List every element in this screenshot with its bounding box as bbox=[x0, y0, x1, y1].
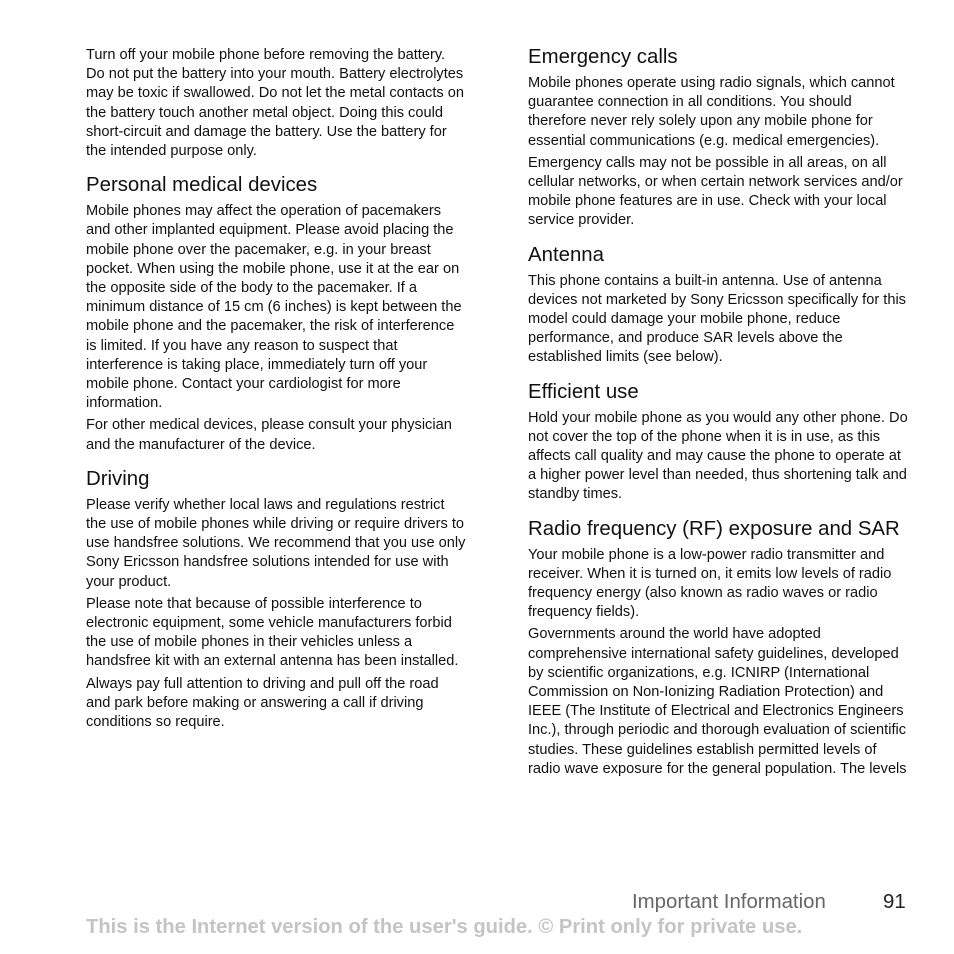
rf-paragraph-2: Governments around the world have adopted comprehensive international safety guidelines, developed by scientific organizations, e.g. ICNIRP (International Commission on Non-Ionizing Radiation Protection) and IEEE (The Institute of Electrical and Electronics Engineers Inc.), through periodic and thorough evaluation of scientific studies. These guidelines establish permitted levels of radio wave exposure for the general population. The levels bbox=[528, 626, 907, 777]
efficient-paragraph-1: Hold your mobile phone as you would any other phone. Do not cover the top of the phone when it is in use, as this affects call quality and may cause the phone to operate at a higher power level than needed, thus shortening talk and standby times. bbox=[528, 409, 908, 503]
driving-paragraph-3: Always pay full attention to driving and pull off the road and park before making or answering a call if driving conditions so require. bbox=[86, 675, 439, 731]
medical-paragraph-1: Mobile phones may affect the operation of pacemakers and other implanted equipment. Please avoid placing the mobile phone over the pacemaker, e.g. in your breast pocket. When using the mobile phone, use it at the ear on the opposite side of the body to the pacemaker. If a minimum distance of 15 cm (6 inches) is kept between the mobile phone and the pacemaker, the risk of interference is limited. If you have any reason to suspect that interference is taking place, immediately turn off your mobile phone. Contact your cardiologist for more information. bbox=[86, 203, 462, 412]
antenna-paragraph-1: This phone contains a built-in antenna. Use of antenna devices not marketed by Sony Ericsson specifically for this model could damage your mobile phone, reduce performance, and produce SAR levels above the established limits (see below). bbox=[528, 272, 906, 366]
emergency-paragraph-1: Mobile phones operate using radio signals, which cannot guarantee connection in all conditions. You should therefore never rely solely upon any mobile phone for essential communications (e.g. medical emergencies). bbox=[528, 75, 895, 149]
page-number: 91 bbox=[883, 891, 906, 913]
internet-version-watermark: This is the Internet version of the user's guide. © Print only for private use. bbox=[86, 916, 803, 938]
left-column bbox=[86, 46, 466, 735]
battery-paragraph: Turn off your mobile phone before removing the battery. Do not put the battery into your mouth. Battery electrolytes may be toxic if swallowed. Do not let the metal contacts on the battery touch another metal object. Doing this could short-circuit and damage the battery. Use the battery for the intended purpose only. bbox=[86, 47, 464, 160]
heading-rf-exposure: Radio frequency (RF) exposure and SAR bbox=[528, 517, 900, 540]
emergency-paragraph-2: Emergency calls may not be possible in all areas, on all cellular networks, or when certain network services and/or mobile phone features are in use. Check with your local service provider. bbox=[528, 154, 903, 229]
rf-paragraph-1: Your mobile phone is a low-power radio transmitter and receiver. When it is turned on, it emits low levels of radio frequency energy (also known as radio waves or radio frequency fields). bbox=[528, 546, 892, 621]
driving-paragraph-1: Please verify whether local laws and regulations restrict the use of mobile phones while driving or require drivers to use handsfree solutions. We recommend that you use only Sony Ericsson handsfree solutions intended for use with your product. bbox=[86, 496, 466, 590]
footer-section-title: Important Information bbox=[632, 891, 826, 913]
heading-emergency-calls: Emergency calls bbox=[528, 46, 678, 68]
driving-paragraph-2: Please note that because of possible interference to electronic equipment, some vehicle manufacturers forbid the use of mobile phones in their vehicles unless a handsfree kit with an external antenna has been installed. bbox=[86, 595, 459, 670]
right-column bbox=[528, 46, 912, 782]
heading-personal-medical-devices: Personal medical devices bbox=[86, 174, 318, 197]
heading-driving: Driving bbox=[86, 467, 150, 490]
heading-efficient-use: Efficient use bbox=[528, 380, 639, 403]
medical-paragraph-2: For other medical devices, please consult your physician and the manufacturer of the device. bbox=[86, 417, 452, 453]
heading-antenna: Antenna bbox=[528, 243, 604, 266]
